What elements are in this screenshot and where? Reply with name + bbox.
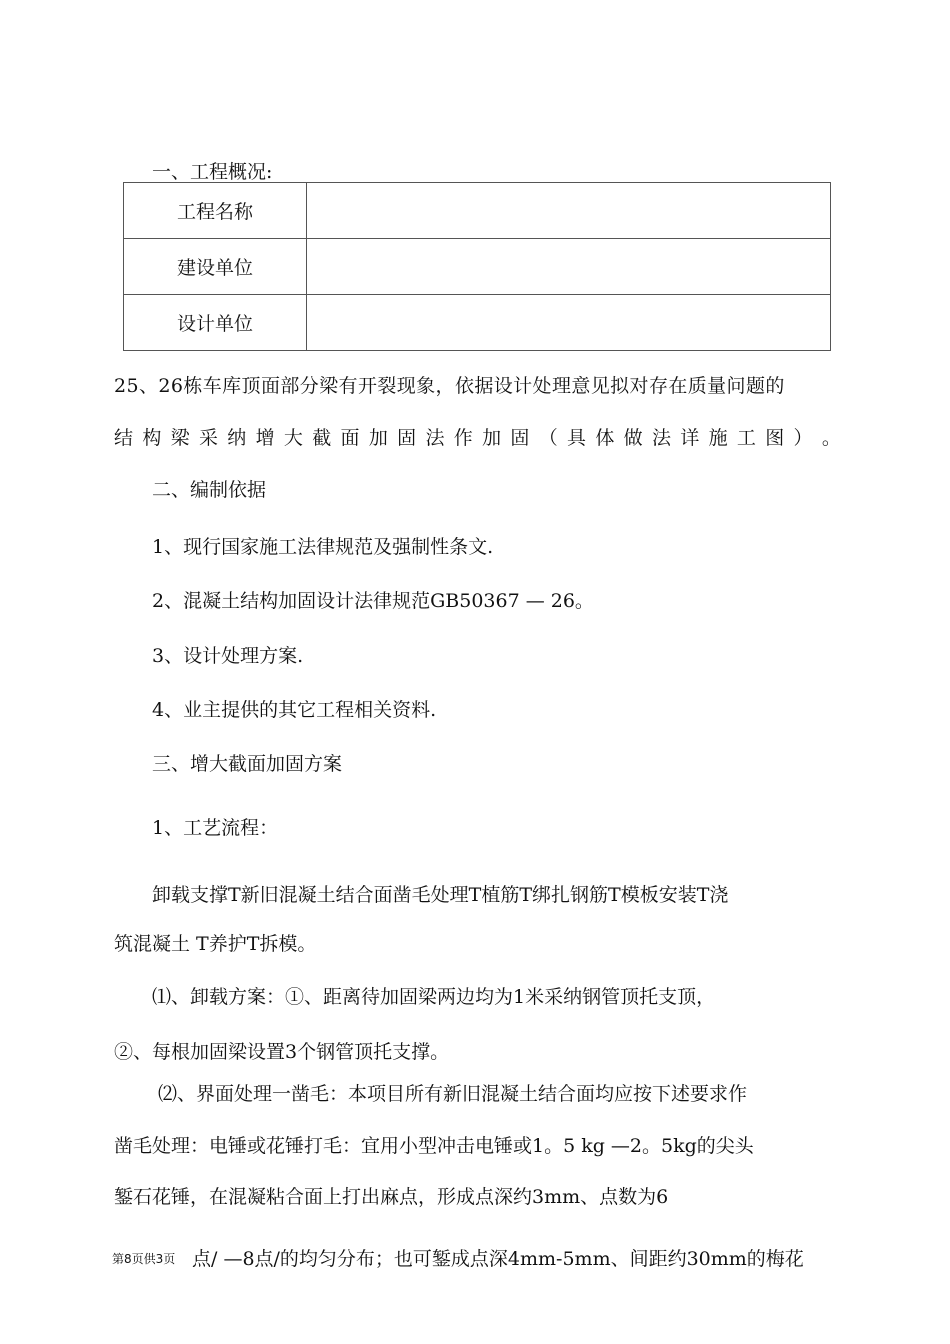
paragraph-char: 详 [680, 427, 700, 449]
paragraph-char: 图 [765, 427, 785, 449]
paragraph-char: 固 [510, 427, 530, 449]
paragraph-line: 点/ —8点/的均匀分布；也可錾成点深4mm-5mm、间距约30mm的梅花 [192, 1248, 804, 1270]
list-item: 1、现行国家施工法律规范及强制性条文. [152, 536, 494, 558]
list-item: 2、混凝土结构加固设计法律规范GB50367 — 26。 [152, 590, 594, 612]
paragraph-line: ⑴、卸载方案：①、距离待加固梁两边均为1米采纳钢管顶托支顶， [152, 986, 716, 1008]
paragraph-char: 截 [312, 427, 332, 449]
table-row [124, 239, 831, 295]
table-value [307, 295, 831, 351]
list-item: 4、业主提供的其它工程相关资料. [152, 699, 437, 721]
paragraph-line: ②、每根加固梁设置3个钢管顶托支撑。 [114, 1041, 450, 1063]
paragraph-char: 梁 [170, 427, 190, 449]
paragraph-char: 固 [397, 427, 417, 449]
paragraph-char: 作 [453, 427, 473, 449]
paragraph-char: 体 [595, 427, 615, 449]
paragraph-char: 工 [736, 427, 756, 449]
project-info-table [123, 182, 831, 351]
paragraph-line: 筑混凝土 T养护T拆模。 [114, 933, 317, 955]
paragraph-char: 纳 [227, 427, 247, 449]
table-value [307, 239, 831, 295]
paragraph-char: 大 [283, 427, 303, 449]
paragraph-char: 结 [114, 427, 134, 449]
paragraph-line: 錾石花锤，在混凝粘合面上打出麻点，形成点深约3mm、点数为6 [114, 1186, 669, 1208]
paragraph-char: 法 [425, 427, 445, 449]
paragraph-char: 具 [567, 427, 587, 449]
paragraph-char: 加 [368, 427, 388, 449]
table-label: 设计单位 [124, 295, 307, 351]
paragraph-line: 凿毛处理：电锤或花锤打毛：宜用小型冲击电锤或1。5 kg —2。5kg的尖头 [114, 1135, 754, 1157]
table-value [307, 183, 831, 239]
paragraph-char: 面 [340, 427, 360, 449]
section-title-overview: 一、工程概况: [152, 161, 273, 183]
subsection-title: 1、工艺流程： [152, 817, 279, 839]
section-title-basis: 二、编制依据 [152, 479, 267, 501]
paragraph-line-justified [114, 426, 841, 450]
table-row [124, 295, 831, 351]
paragraph-line: 卸载支撑T新旧混凝土结合面凿毛处理T植筋T绑扎钢筋T模板安装T浇 [152, 884, 729, 906]
paragraph-char: 构 [142, 427, 162, 449]
paragraph-char: ） [793, 427, 813, 449]
paragraph-line: 25、26栋车库顶面部分梁有开裂现象，依据设计处理意见拟对存在质量问题的 [114, 375, 785, 397]
table-label: 建设单位 [124, 239, 307, 295]
list-item: 3、设计处理方案. [152, 645, 304, 667]
paragraph-char: （ [538, 427, 558, 449]
section-title-scheme: 三、增大截面加固方案 [152, 753, 343, 775]
paragraph-char: 增 [255, 427, 275, 449]
paragraph-line: ⑵、界面处理一凿毛：本项目所有新旧混凝土结合面均应按下述要求作 [158, 1083, 748, 1105]
paragraph-char: 采 [198, 427, 218, 449]
page-number: 第8页供3页 [112, 1252, 176, 1266]
paragraph-char: 施 [708, 427, 728, 449]
paragraph-char: 做 [623, 427, 643, 449]
paragraph-char: 。 [821, 427, 841, 449]
paragraph-char: 法 [651, 427, 671, 449]
table-label: 工程名称 [124, 183, 307, 239]
paragraph-char: 加 [482, 427, 502, 449]
table-row [124, 183, 831, 239]
